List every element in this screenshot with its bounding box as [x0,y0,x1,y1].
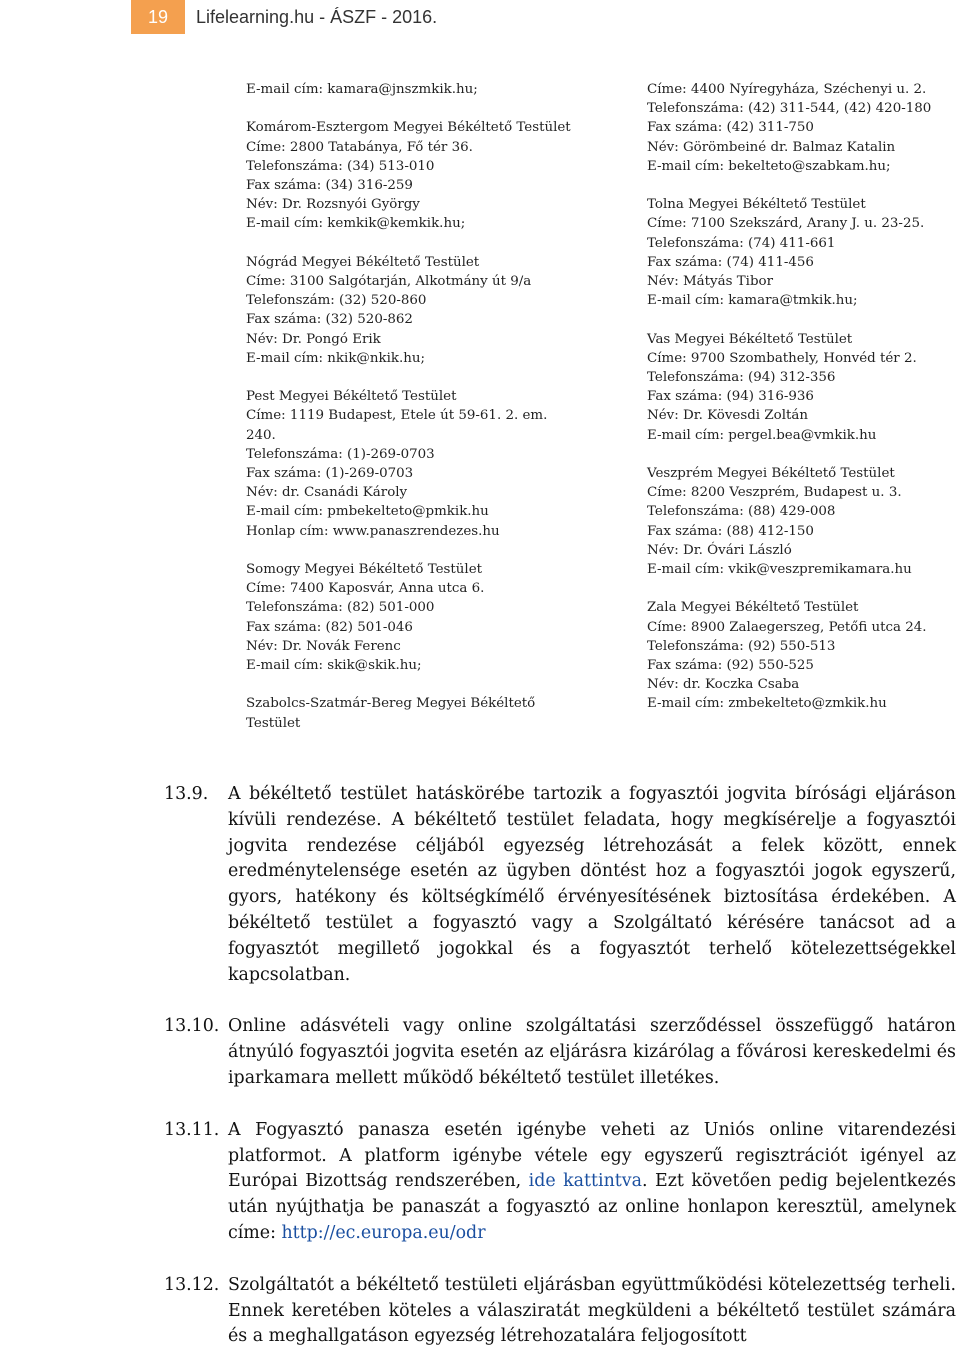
section-text: Szolgáltatót a békéltető testületi eljárásban együttműködési kötelezettség terheli. Ennek keretében köteles a válasziratát megküldeni a békéltető testület számára és a meghallgatáson egyezség létrehozatalára feljogosított [228,1274,956,1347]
contact-block [246,80,576,99]
contact-line: Fax száma: (92) 550-525 [647,658,814,674]
contact-line: E-mail cím: nkik@nkik.hu; [246,350,425,366]
contact-line: Fax száma: (94) 316-936 [647,389,814,405]
contact-line: Név: dr. Koczka Csaba [647,677,800,693]
odr-platform-link[interactable]: http://ec.europa.eu/odr [281,1222,486,1243]
contact-block [246,560,576,675]
contact-line: Fax száma: (32) 520-862 [246,312,413,328]
contact-block [246,118,576,233]
contact-line: Név: Mátyás Tibor [647,274,773,290]
contact-line: Címe: 4400 Nyíregyháza, Széchenyi u. 2. [647,82,927,97]
contact-line: Címe: 7100 Szekszárd, Arany J. u. 23-25. [647,216,925,232]
contact-line: Név: Dr. Pongó Erik [246,331,381,347]
block-spacer [647,579,952,598]
block-spacer [246,234,576,253]
section-text: Online adásvételi vagy online szolgáltatási szerződéssel összefüggő határon átnyúló fogyasztói jogvita esetén az eljárásra kizárólag a fővárosi kereskedelmi és iparkamara mellett működő békéltető testület illetékes. [228,1016,956,1088]
block-spacer [647,310,952,329]
page-number: 19 [131,0,185,34]
section-13-12 [164,1273,956,1350]
block-spacer [246,99,576,118]
contact-block [647,598,952,713]
section-text-part: A Fogyasztó panasza esetén igénybe veheti az Uniós online vitarendezési platformot. A platform igénybe vétele egy egyszerű regisztrációt igényel az Európai Bizottság rendszerében, [228,1119,956,1192]
block-spacer [647,445,952,464]
contact-line: Név: dr. Csanádi Károly [246,485,408,501]
contact-line: Fax száma: (82) 501-046 [246,619,413,635]
contact-line: E-mail cím: pmbekelteto@pmkik.hu [246,504,489,520]
contact-line: Veszprém Megyei Békéltető Testület [647,466,895,482]
block-spacer [246,541,576,560]
contact-line: Név: Görömbeiné dr. Balmaz Katalin [647,139,896,155]
section-text: A békéltető testület hatáskörébe tartozik a fogyasztói jogvita bírósági eljáráson kívüli rendezése. A békéltető testület feladata, hogy megkísérelje a fogyasztói jogvita rendezése céljából egyezség létrehozását a felek között, ennek eredménytelensége esetén az ügyben döntést hoz a fogyasztói jogok egyszerű, gyors, hatékony és költségkímélő érvényesítésének biztosítása érdekében. A békéltető testület a fogyasztó vagy a Szolgáltató kérésére tanácsot ad a fogyasztót megillető jogokkal és a fogyasztót terhelő kötelezettségekkel kapcsolatban. [228,784,956,985]
section-number: 13.10. [164,1016,220,1037]
contact-line: E-mail cím: kamara@jnszmkik.hu; [246,82,478,97]
contact-line: Telefonszáma: (1)-269-0703 [246,446,435,462]
contact-line: Címe: 8200 Veszprém, Budapest u. 3. [647,485,902,501]
section-text-part: . Ezt követően pedig bejelentkezés után nyújthatja be panaszát a fogyasztó az online honlapon keresztül, amelynek címe: [228,1171,957,1243]
contact-line: Fax száma: (1)-269-0703 [246,466,414,482]
contact-line: Honlap cím: www.panaszrendezes.hu [246,523,500,539]
block-spacer [647,176,952,195]
contact-line: Telefonszáma: (42) 311-544, (42) 420-180 [647,101,932,117]
contact-line: Név: Dr. Rozsnyói György [246,197,420,213]
contact-line: Fax száma: (74) 411-456 [647,254,814,270]
contact-block [647,464,952,579]
contact-block [647,195,952,310]
contact-line: Címe: 9700 Szombathely, Honvéd tér 2. [647,350,917,366]
contact-line: Fax száma: (88) 412-150 [647,523,814,539]
contact-line: Név: Dr. Kövesdi Zoltán [647,408,808,424]
contact-line: E-mail cím: vkik@veszpremikamara.hu [647,562,912,578]
contact-line: Vas Megyei Békéltető Testület [647,331,853,347]
contact-line: Tolna Megyei Békéltető Testület [647,197,866,213]
section-13-11 [164,1118,956,1247]
section-13-10 [164,1014,956,1091]
right-column [647,80,952,714]
contact-line: Címe: 8900 Zalaegerszeg, Petőfi utca 24. [647,619,927,635]
block-spacer [246,368,576,387]
contact-line: Komárom-Esztergom Megyei Békéltető Testület [246,120,571,136]
section-text [228,1118,956,1247]
contact-line: Telefonszáma: (88) 429-008 [647,504,836,520]
sections [164,782,956,1353]
contact-line: Telefonszáma: (82) 501-000 [246,600,435,616]
contact-line: Név: Dr. Novák Ferenc [246,638,401,654]
contact-block [647,330,952,445]
contact-line: Fax száma: (34) 316-259 [246,178,413,193]
left-column [246,80,576,733]
contact-line: Telefonszáma: (34) 513-010 [246,158,435,174]
contact-line: E-mail cím: kemkik@kemkik.hu; [246,216,466,232]
contact-line: Név: Dr. Óvári László [647,542,792,558]
contact-line: Nógrád Megyei Békéltető Testület [246,254,480,270]
contact-line: E-mail cím: skik@skik.hu; [246,658,422,674]
section-number: 13.11. [164,1119,220,1140]
contact-line: Fax száma: (42) 311-750 [647,120,814,136]
contact-line: Pest Megyei Békéltető Testület [246,389,457,405]
contact-line: Címe: 7400 Kaposvár, Anna utca 6. [246,581,485,597]
contact-line: Somogy Megyei Békéltető Testület [246,562,482,578]
contact-line: E-mail cím: kamara@tmkik.hu; [647,293,858,309]
ide-kattintva-link[interactable]: ide kattintva [528,1171,642,1192]
contact-block [647,80,952,176]
contact-line: Szabolcs-Szatmár-Bereg Megyei Békéltető Testület [246,696,536,731]
contact-line: Telefonszáma: (74) 411-661 [647,235,836,251]
section-13-9 [164,782,956,988]
contact-line: Telefonszám: (32) 520-860 [246,293,427,309]
section-number: 13.12. [164,1274,220,1295]
contact-line: Címe: 3100 Salgótarján, Alkotmány út 9/a [246,274,532,289]
contact-line: E-mail cím: bekelteto@szabkam.hu; [647,158,891,174]
contact-block [246,253,576,368]
page-header [0,0,960,34]
contact-line: Zala Megyei Békéltető Testület [647,600,859,616]
block-spacer [246,675,576,694]
contact-line: Telefonszáma: (94) 312-356 [647,370,836,386]
contact-block [246,694,576,732]
contact-line: Címe: 2800 Tatabánya, Fő tér 36. [246,139,473,155]
section-number: 13.9. [164,784,209,804]
contact-line: E-mail cím: zmbekelteto@zmkik.hu [647,696,887,712]
contact-line: E-mail cím: pergel.bea@vmkik.hu [647,427,877,443]
contact-line: Címe: 1119 Budapest, Etele út 59-61. 2. em. 240. [246,408,548,443]
header-title: Lifelearning.hu - ÁSZF - 2016. [196,7,438,27]
contact-line: Telefonszáma: (92) 550-513 [647,638,836,654]
contact-block [246,387,576,541]
